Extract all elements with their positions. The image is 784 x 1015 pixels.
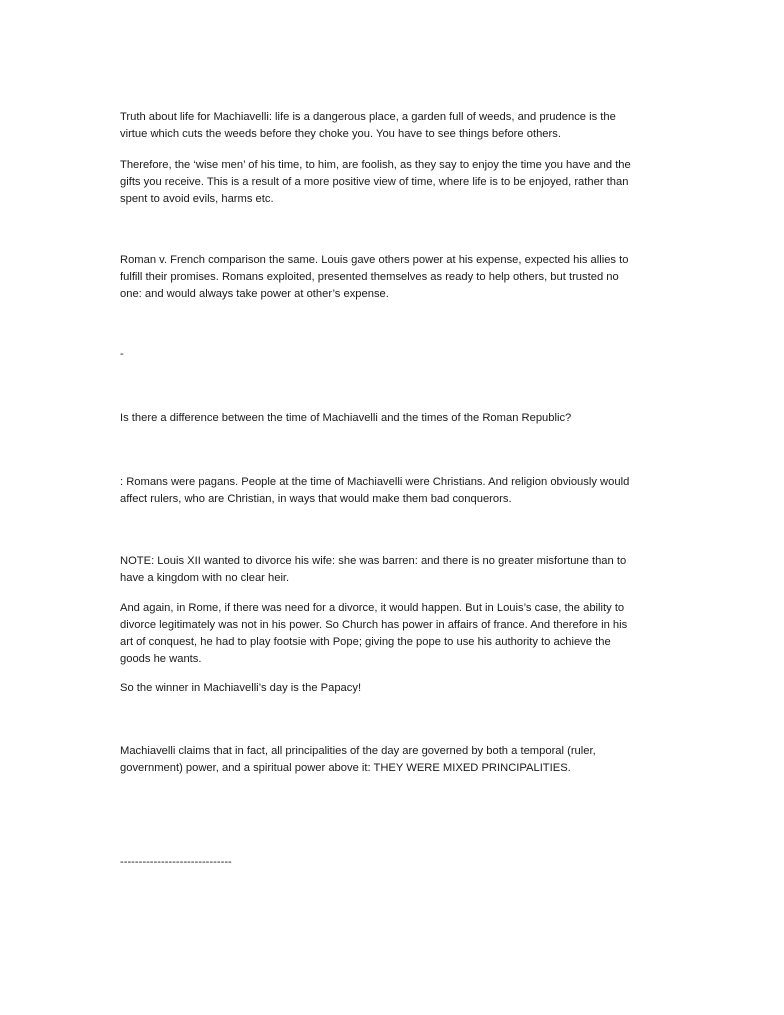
text-line: Machiavelli claims that in fact, all principalities of the day are governed by both a temporal (ruler, [120, 745, 596, 757]
text-line: goods he wants. [120, 653, 202, 665]
text-line: NOTE: Louis XII wanted to divorce his wife: she was barren: and there is no greater misfortune than to [120, 555, 627, 567]
text-line: Is there a difference between the time of Machiavelli and the times of the Roman Republic? [120, 412, 572, 424]
text-line: - [120, 348, 124, 360]
paragraph-mixed-principalities [120, 743, 668, 777]
text-line: government) power, and a spiritual power above it: THEY WERE MIXED PRINCIPALITIES. [120, 762, 571, 774]
text-line: So the winner in Machiavelli’s day is the Papacy! [120, 682, 362, 694]
paragraph-rome-divorce [120, 600, 668, 668]
paragraph-note-louis-xii [120, 553, 668, 587]
paragraph-roman-french-comparison [120, 252, 668, 303]
paragraph-wise-men [120, 157, 668, 208]
text-line: : Romans were pagans. People at the time of Machiavelli were Christians. And religion obviously would [120, 476, 630, 488]
text-line: virtue which cuts the weeds before they choke you. You have to see things before others. [120, 128, 561, 140]
separator-dashes [120, 854, 668, 871]
paragraph-dash [120, 346, 668, 363]
text-line: fulfill their promises. Romans exploited, presented themselves as ready to help others, but trusted no [120, 271, 619, 283]
text-line: one: and would always take power at other’s expense. [120, 288, 389, 300]
text-line: spent to avoid evils, harms etc. [120, 193, 274, 205]
text-line: ------------------------------ [120, 856, 232, 868]
text-line: gifts you receive. This is a result of a more positive view of time, where life is to be enjoyed, rather than [120, 176, 629, 188]
text-line: art of conquest, he had to play footsie with Pope; giving the pope to use his authority to achieve the [120, 636, 611, 648]
text-line: divorce legitimately was not in his power. So Church has power in affairs of france. And therefore in his [120, 619, 628, 631]
paragraph-romans-pagans [120, 474, 668, 508]
paragraph-truth-about-life [120, 109, 668, 143]
paragraph-question [120, 410, 668, 427]
text-line: Roman v. French comparison the same. Louis gave others power at his expense, expected his allies to [120, 254, 629, 266]
text-line: And again, in Rome, if there was need for a divorce, it would happen. But in Louis’s case, the ability to [120, 602, 625, 614]
text-line: Truth about life for Machiavelli: life is a dangerous place, a garden full of weeds, and prudence is the [120, 111, 616, 123]
paragraph-papacy-winner [120, 680, 668, 697]
text-line: affect rulers, who are Christian, in ways that would make them bad conquerors. [120, 493, 512, 505]
text-line: Therefore, the ‘wise men’ of his time, to him, are foolish, as they say to enjoy the time you have and the [120, 159, 631, 171]
text-line: have a kingdom with no clear heir. [120, 572, 290, 584]
